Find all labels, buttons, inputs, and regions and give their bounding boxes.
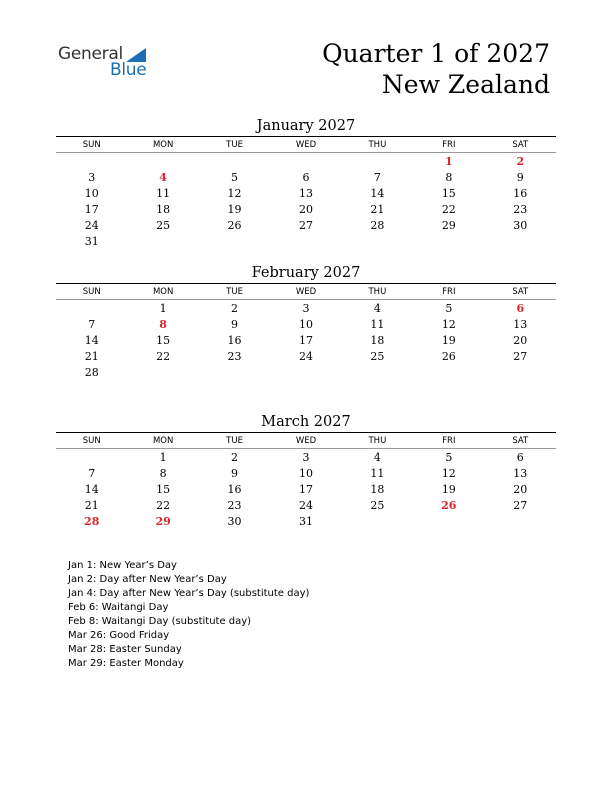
day-cell: 27 <box>513 349 528 363</box>
day-cell <box>342 364 413 380</box>
day-cell: 14 <box>84 333 99 347</box>
weekday-header: THU <box>342 137 413 153</box>
day-cell: 16 <box>227 482 242 496</box>
day-cell: 5 <box>231 170 239 184</box>
day-cell: 27 <box>513 498 528 512</box>
holiday-item: Mar 28: Easter Sunday <box>68 644 182 655</box>
day-cell <box>485 513 556 529</box>
day-cell: 18 <box>156 202 171 216</box>
day-cell: 22 <box>156 498 171 512</box>
day-cell: 4 <box>373 301 381 315</box>
day-cell: 25 <box>370 349 385 363</box>
logo-blue-text: Blue <box>110 60 147 80</box>
month-name: February 2027 <box>251 265 361 281</box>
day-cell: 22 <box>441 202 456 216</box>
day-cell: 11 <box>370 466 385 480</box>
week-row <box>56 497 556 513</box>
day-cell: 30 <box>513 218 528 232</box>
holiday-day-cell: 4 <box>159 170 167 184</box>
holiday-day-cell: 29 <box>155 514 171 528</box>
day-cell: 19 <box>441 482 456 496</box>
calendar-grid <box>56 137 556 249</box>
weekday-header: FRI <box>413 137 484 153</box>
day-cell: 3 <box>302 301 310 315</box>
weekday-header: MON <box>127 284 198 300</box>
day-cell: 23 <box>513 202 528 216</box>
day-cell: 25 <box>156 218 171 232</box>
week-row <box>56 316 556 332</box>
day-cell: 11 <box>156 186 171 200</box>
weekday-header: WED <box>270 433 341 449</box>
day-cell <box>342 233 413 249</box>
day-cell: 16 <box>513 186 528 200</box>
day-cell: 30 <box>227 514 242 528</box>
weekday-header: WED <box>270 284 341 300</box>
day-cell: 26 <box>441 349 456 363</box>
holiday-day-cell: 8 <box>159 317 167 331</box>
day-cell: 20 <box>513 333 528 347</box>
holiday-day-cell: 26 <box>441 498 457 512</box>
day-cell: 9 <box>231 317 239 331</box>
day-cell: 21 <box>370 202 385 216</box>
day-cell: 7 <box>88 317 96 331</box>
month-january <box>56 116 556 249</box>
day-cell: 24 <box>298 349 313 363</box>
week-row <box>56 233 556 249</box>
day-cell <box>413 364 484 380</box>
weekday-header: FRI <box>413 284 484 300</box>
day-cell: 4 <box>373 450 381 464</box>
day-cell <box>270 364 341 380</box>
day-cell: 25 <box>370 498 385 512</box>
week-row <box>56 153 556 170</box>
day-cell <box>127 364 198 380</box>
day-cell <box>485 364 556 380</box>
holiday-day-cell: 6 <box>516 301 525 315</box>
weekday-header: SUN <box>56 284 127 300</box>
day-cell: 18 <box>370 482 385 496</box>
day-cell <box>56 153 127 170</box>
day-cell: 19 <box>441 333 456 347</box>
holiday-item: Mar 26: Good Friday <box>68 630 170 641</box>
week-row <box>56 364 556 380</box>
day-cell <box>413 513 484 529</box>
month-february <box>56 263 556 380</box>
weekday-header: TUE <box>199 284 270 300</box>
day-cell: 7 <box>88 466 96 480</box>
day-cell: 2 <box>231 301 239 315</box>
day-cell: 23 <box>227 349 242 363</box>
logo-general-text: General <box>58 44 123 64</box>
week-row <box>56 201 556 217</box>
day-cell: 2 <box>231 450 239 464</box>
day-cell: 14 <box>370 186 385 200</box>
page-title <box>322 38 550 100</box>
weekday-header: WED <box>270 137 341 153</box>
week-row <box>56 217 556 233</box>
day-cell <box>485 233 556 249</box>
week-row <box>56 300 556 317</box>
weekday-header: SUN <box>56 433 127 449</box>
generalblue-logo <box>58 44 168 84</box>
day-cell: 24 <box>84 218 99 232</box>
holiday-item: Feb 6: Waitangi Day <box>68 602 169 613</box>
day-cell <box>199 233 270 249</box>
day-cell: 17 <box>298 482 313 496</box>
week-row <box>56 481 556 497</box>
day-cell: 29 <box>441 218 456 232</box>
day-cell: 13 <box>513 466 528 480</box>
title-country: New Zealand <box>381 70 550 99</box>
week-row <box>56 449 556 466</box>
day-cell: 6 <box>516 450 524 464</box>
day-cell: 5 <box>445 301 453 315</box>
day-cell <box>56 300 127 317</box>
day-cell: 7 <box>373 170 381 184</box>
weekday-header: THU <box>342 433 413 449</box>
weekday-header: MON <box>127 137 198 153</box>
day-cell: 31 <box>298 514 313 528</box>
day-cell: 1 <box>159 450 167 464</box>
day-cell: 15 <box>156 333 171 347</box>
day-cell: 19 <box>227 202 242 216</box>
day-cell: 17 <box>84 202 99 216</box>
day-cell: 27 <box>298 218 313 232</box>
day-cell: 28 <box>84 365 99 379</box>
day-cell <box>199 364 270 380</box>
day-cell: 21 <box>84 498 99 512</box>
day-cell: 12 <box>441 317 456 331</box>
weekday-header: THU <box>342 284 413 300</box>
day-cell <box>342 153 413 170</box>
day-cell <box>270 153 341 170</box>
week-row <box>56 513 556 529</box>
day-cell <box>413 233 484 249</box>
day-cell: 13 <box>298 186 313 200</box>
weekday-header: SUN <box>56 137 127 153</box>
weekday-header: SAT <box>485 137 556 153</box>
day-cell: 1 <box>159 301 167 315</box>
weekday-header: MON <box>127 433 198 449</box>
day-cell: 15 <box>441 186 456 200</box>
day-cell: 12 <box>227 186 242 200</box>
day-cell <box>342 513 413 529</box>
weekday-header: SAT <box>485 284 556 300</box>
day-cell: 15 <box>156 482 171 496</box>
week-row <box>56 185 556 201</box>
day-cell: 9 <box>516 170 524 184</box>
day-cell: 18 <box>370 333 385 347</box>
holiday-day-cell: 2 <box>516 154 525 168</box>
holiday-item: Jan 4: Day after New Year’s Day (substitute day) <box>68 588 310 599</box>
day-cell: 11 <box>370 317 385 331</box>
week-row <box>56 332 556 348</box>
weekday-header: SAT <box>485 433 556 449</box>
day-cell <box>270 233 341 249</box>
day-cell: 8 <box>159 466 167 480</box>
day-cell: 8 <box>445 170 453 184</box>
day-cell: 13 <box>513 317 528 331</box>
day-cell: 28 <box>370 218 385 232</box>
day-cell: 12 <box>441 466 456 480</box>
day-cell: 20 <box>298 202 313 216</box>
calendar-grid <box>56 284 556 380</box>
day-cell <box>127 233 198 249</box>
day-cell: 22 <box>156 349 171 363</box>
day-cell: 3 <box>88 170 96 184</box>
day-cell <box>127 153 198 170</box>
day-cell: 21 <box>84 349 99 363</box>
week-row <box>56 348 556 364</box>
holiday-list <box>68 559 309 671</box>
holiday-item: Jan 2: Day after New Year’s Day <box>68 574 227 585</box>
week-row <box>56 169 556 185</box>
month-name: January 2027 <box>256 118 356 134</box>
holiday-day-cell: 1 <box>444 154 453 168</box>
calendar-grid <box>56 433 556 529</box>
day-cell: 10 <box>298 317 313 331</box>
title-quarter: Quarter 1 of 2027 <box>322 39 550 68</box>
month-march <box>56 412 556 529</box>
holiday-item: Mar 29: Easter Monday <box>68 658 184 669</box>
day-cell: 17 <box>298 333 313 347</box>
day-cell: 20 <box>513 482 528 496</box>
day-cell: 5 <box>445 450 453 464</box>
weekday-header: FRI <box>413 433 484 449</box>
week-row <box>56 465 556 481</box>
day-cell: 6 <box>302 170 310 184</box>
holiday-item: Feb 8: Waitangi Day (substitute day) <box>68 616 252 627</box>
weekday-header: TUE <box>199 433 270 449</box>
day-cell: 14 <box>84 482 99 496</box>
day-cell: 9 <box>231 466 239 480</box>
day-cell: 10 <box>84 186 99 200</box>
month-name: March 2027 <box>261 414 351 430</box>
day-cell: 24 <box>298 498 313 512</box>
day-cell: 10 <box>298 466 313 480</box>
day-cell <box>56 449 127 466</box>
day-cell: 23 <box>227 498 242 512</box>
day-cell: 26 <box>227 218 242 232</box>
weekday-header: TUE <box>199 137 270 153</box>
day-cell: 3 <box>302 450 310 464</box>
day-cell: 31 <box>84 234 99 248</box>
day-cell <box>199 153 270 170</box>
holiday-item: Jan 1: New Year’s Day <box>68 560 177 571</box>
day-cell: 16 <box>227 333 242 347</box>
holiday-day-cell: 28 <box>84 514 100 528</box>
